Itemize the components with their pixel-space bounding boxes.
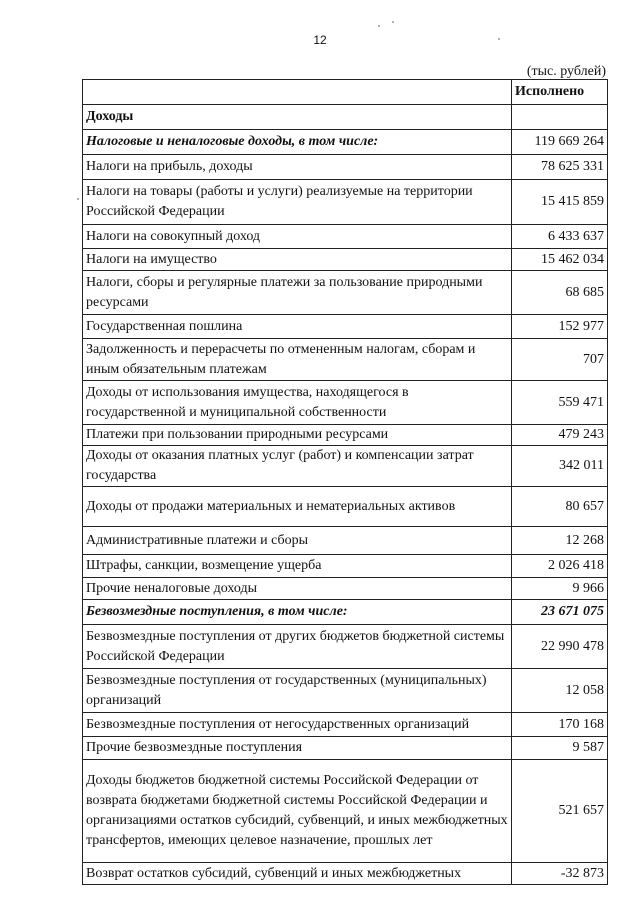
row-value: 9 966 — [512, 578, 608, 600]
table-row — [83, 625, 608, 669]
row-label: Штрафы, санкции, возмещение ущерба — [83, 555, 512, 578]
revenue-table — [82, 79, 608, 885]
row-label: Безвозмездные поступления, в том числе: — [83, 600, 512, 625]
row-value: 342 011 — [512, 446, 608, 487]
row-value: 170 168 — [512, 713, 608, 737]
table-row — [83, 381, 608, 425]
row-label: Доходы от использования имущества, находящегося в государственной и муниципальной собственности — [83, 381, 512, 425]
table-row — [83, 487, 608, 527]
table-row — [83, 555, 608, 578]
row-value: 12 058 — [512, 669, 608, 713]
row-value — [512, 105, 608, 130]
table-row — [83, 339, 608, 381]
table-row — [83, 713, 608, 737]
row-label: Налоги на имущество — [83, 249, 512, 271]
row-value: 23 671 075 — [512, 600, 608, 625]
row-value: 2 026 418 — [512, 555, 608, 578]
row-value: 6 433 637 — [512, 225, 608, 249]
table-row — [83, 737, 608, 760]
table-row-subtotal — [83, 600, 608, 625]
scan-speck — [378, 25, 380, 27]
scan-speck — [392, 21, 394, 23]
table-row-section — [83, 105, 608, 130]
row-label: Платежи при пользовании природными ресурсами — [83, 425, 512, 446]
table-row — [83, 315, 608, 339]
table-row — [83, 578, 608, 600]
table-row — [83, 760, 608, 863]
row-value: 707 — [512, 339, 608, 381]
row-value: 152 977 — [512, 315, 608, 339]
row-label: Налоги на совокупный доход — [83, 225, 512, 249]
row-label: Доходы от продажи материальных и нематериальных активов — [83, 487, 512, 527]
row-label: Безвозмездные поступления от государственных (муниципальных) организаций — [83, 669, 512, 713]
row-label: Государственная пошлина — [83, 315, 512, 339]
row-label: Налоговые и неналоговые доходы, в том числе: — [83, 130, 512, 155]
row-value: 15 415 859 — [512, 180, 608, 225]
table-row — [83, 180, 608, 225]
table-row — [83, 155, 608, 180]
row-value: 22 990 478 — [512, 625, 608, 669]
row-value: 78 625 331 — [512, 155, 608, 180]
table-row — [83, 249, 608, 271]
page-number: 12 — [313, 33, 327, 47]
table-row — [83, 863, 608, 885]
row-value: 15 462 034 — [512, 249, 608, 271]
table-row — [83, 446, 608, 487]
table-row-subtotal — [83, 130, 608, 155]
row-value: 80 657 — [512, 487, 608, 527]
header-label-cell — [83, 80, 512, 105]
row-value: 119 669 264 — [512, 130, 608, 155]
row-label: Доходы от оказания платных услуг (работ) и компенсации затрат государства — [83, 446, 512, 487]
table-row — [83, 669, 608, 713]
row-label: Безвозмездные поступления от негосударственных организаций — [83, 713, 512, 737]
row-value: 479 243 — [512, 425, 608, 446]
row-label: Налоги, сборы и регулярные платежи за пользование природными ресурсами — [83, 271, 512, 315]
row-label: Безвозмездные поступления от других бюджетов бюджетной системы Российской Федерации — [83, 625, 512, 669]
row-value: 559 471 — [512, 381, 608, 425]
row-label: Налоги на товары (работы и услуги) реализуемые на территории Российской Федерации — [83, 180, 512, 225]
row-label: Возврат остатков субсидий, субвенций и иных межбюджетных — [83, 863, 512, 885]
row-value: 521 657 — [512, 760, 608, 863]
table-row — [83, 225, 608, 249]
row-label: Налоги на прибыль, доходы — [83, 155, 512, 180]
row-label: Административные платежи и сборы — [83, 527, 512, 555]
row-label: Прочие неналоговые доходы — [83, 578, 512, 600]
row-label: Доходы бюджетов бюджетной системы Российской Федерации от возврата бюджетами бюджетной системы Российской Федерации и организациями остатков субсидий, субвенций, и иных межбюджетных трансфертов, имеющих целевое назначение, прошлых лет — [83, 760, 512, 863]
scan-speck — [498, 38, 500, 40]
row-value: 9 587 — [512, 737, 608, 760]
table-row — [83, 271, 608, 315]
row-value: 68 685 — [512, 271, 608, 315]
units-note: (тыс. рублей) — [526, 64, 606, 79]
row-label: Прочие безвозмездные поступления — [83, 737, 512, 760]
row-value: -32 873 — [512, 863, 608, 885]
table-row — [83, 425, 608, 446]
row-value: 12 268 — [512, 527, 608, 555]
row-label: Доходы — [83, 105, 512, 130]
header-executed: Исполнено — [512, 80, 608, 105]
table-header-row — [83, 80, 608, 105]
row-label: Задолженность и перерасчеты по отмененным налогам, сборам и иным обязательным платежам — [83, 339, 512, 381]
table-row — [83, 527, 608, 555]
scan-speck — [77, 198, 79, 200]
